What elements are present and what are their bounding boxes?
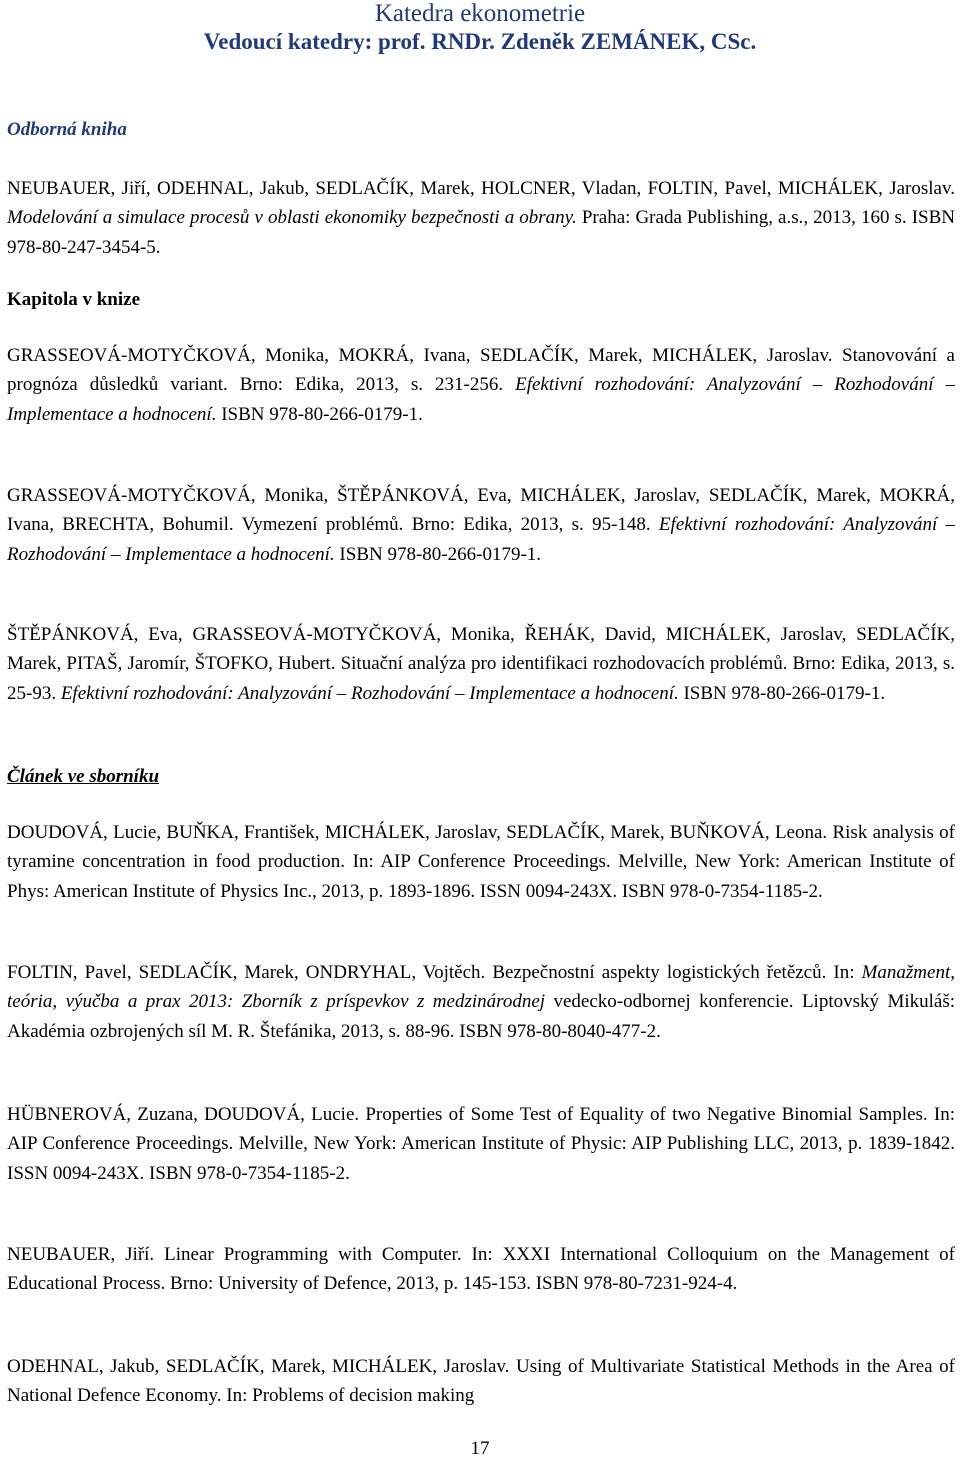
entry-authors: NEUBAUER, Jiří. — [7, 1244, 155, 1265]
entry-title: Stanovování a prognóza důsledků variant. Brno: Edika, 2013, s. 231-256. — [7, 345, 955, 396]
entry-title: Situační analýza pro identifikaci rozhodovacích problémů. Brno: Edika, 2013, s. 25-93. — [7, 653, 956, 704]
entry-authors: DOUDOVÁ, Lucie, BUŇKA, František, MICHÁLEK, Jaroslav, SEDLAČÍK, Marek, BUŇKOVÁ, Leona. — [7, 822, 828, 843]
bibliography-entry — [7, 1240, 955, 1299]
entry-book-title: Efektivní rozhodování: Analyzování – Rozhodování – Implementace a hodnocení. — [7, 514, 955, 565]
entry-isbn: ISBN 978-80-266-0179-1. — [216, 403, 423, 425]
bibliography-entry — [7, 958, 955, 1046]
bibliography-entry — [7, 818, 955, 906]
entry-isbn: ISBN 978-80-266-0179-1. — [334, 543, 542, 565]
entry-publication: Praha: Grada Publishing, a.s., 2013, 160 s. ISBN 978-80-247-3454-5. — [7, 207, 956, 258]
entry-proceedings-title: Manažment, teória, výučba a prax 2013: Zborník z príspevkov z medzinárodnej — [7, 962, 955, 1013]
entry-isbn: ISBN 978-80-266-0179-1. — [678, 682, 886, 704]
page-header — [0, 0, 960, 56]
section-heading-odborna-kniha: Odborná kniha — [7, 119, 127, 140]
entry-authors: FOLTIN, Pavel, SEDLAČÍK, Marek, ONDRYHAL, Vojtěch. — [7, 962, 486, 983]
entry-authors: GRASSEOVÁ-MOTYČKOVÁ, Monika, ŠTĚPÁNKOVÁ, Eva, MICHÁLEK, Jaroslav, SEDLAČÍK, Marek, MOKRÁ, Ivana, BRECHTA, Bohumil. — [7, 485, 955, 536]
entry-publication: vedecko-odbornej konferencie. Liptovský Mikuláš: Akadémia ozbrojených síl M. R. Štefánika, 2013, s. 88-96. ISBN 978-80-8040-477-2. — [7, 991, 956, 1042]
entry-authors: HÜBNEROVÁ, Zuzana, DOUDOVÁ, Lucie. — [7, 1104, 360, 1125]
entry-title: Properties of Some Test of Equality of two Negative Binomial Samples. In: AIP Conference Proceedings. Melville, New York: American Institute of Physic: AIP Publishing LLC, 2013, p. 1839-1842. ISSN 0094-243X. ISBN 978-0-7354-1185-2. — [7, 1104, 955, 1184]
department-title: Katedra ekonometrie — [374, 0, 586, 27]
bibliography-entry — [7, 620, 955, 708]
entry-title: Vymezení problémů. Brno: Edika, 2013, s. 95-148. — [233, 514, 651, 536]
entry-title: Risk analysis of tyramine concentration in food production. In: AIP Conference Proceedings. Melville, New York: American Institute of Phys: American Institute of Physics Inc., 2013, p. 1893-1896. ISSN 0094-243X. ISBN 978-0-7354-1185-2. — [7, 822, 955, 902]
entry-book-title: Efektivní rozhodování: Analyzování – Rozhodování – Implementace a hodnocení. — [7, 374, 956, 425]
section-heading-kapitola: Kapitola v knize — [7, 289, 141, 310]
bibliography-entry — [7, 341, 955, 429]
page-number: 17 — [470, 1438, 490, 1459]
bibliography-entry — [7, 1100, 955, 1188]
bibliography-entry — [7, 174, 955, 262]
entry-title: Using of Multivariate Statistical Methods in the Area of National Defence Economy. In: Problems of decision making — [7, 1356, 955, 1407]
department-head: Vedoucí katedry: prof. RNDr. Zdeněk ZEMÁNEK, CSc. — [203, 29, 757, 54]
entry-authors: NEUBAUER, Jiří, ODEHNAL, Jakub, SEDLAČÍK, Marek, HOLCNER, Vladan, FOLTIN, Pavel, MICHÁLEK, Jaroslav. — [7, 178, 955, 199]
bibliography-entry — [7, 1352, 955, 1411]
bibliography-entry — [7, 481, 955, 569]
entry-title: Modelování a simulace procesů v oblasti ekonomiky bezpečnosti a obrany. — [7, 207, 577, 229]
entry-book-title: Efektivní rozhodování: Analyzování – Rozhodování – Implementace a hodnocení. — [56, 682, 679, 704]
entry-title: Bezpečnostní aspekty logistických řetězců. In: — [485, 962, 855, 983]
entry-authors: ODEHNAL, Jakub, SEDLAČÍK, Marek, MICHÁLEK, Jaroslav. — [7, 1356, 510, 1377]
entry-authors: ŠTĚPÁNKOVÁ, Eva, GRASSEOVÁ-MOTYČKOVÁ, Monika, ŘEHÁK, David, MICHÁLEK, Jaroslav, SEDLAČÍK, Marek, PITAŠ, Jaromír, ŠTOFKO, Hubert. — [7, 624, 955, 675]
section-heading-clanek: Článek ve sborníku — [7, 766, 160, 787]
entry-authors: GRASSEOVÁ-MOTYČKOVÁ, Monika, MOKRÁ, Ivana, SEDLAČÍK, Marek, MICHÁLEK, Jaroslav. — [7, 345, 833, 366]
entry-title: Linear Programming with Computer. In: XXXI International Colloquium on the Management of Educational Process. Brno: University of Defence, 2013, p. 145-153. ISBN 978-80-7231-924-4. — [7, 1244, 955, 1295]
